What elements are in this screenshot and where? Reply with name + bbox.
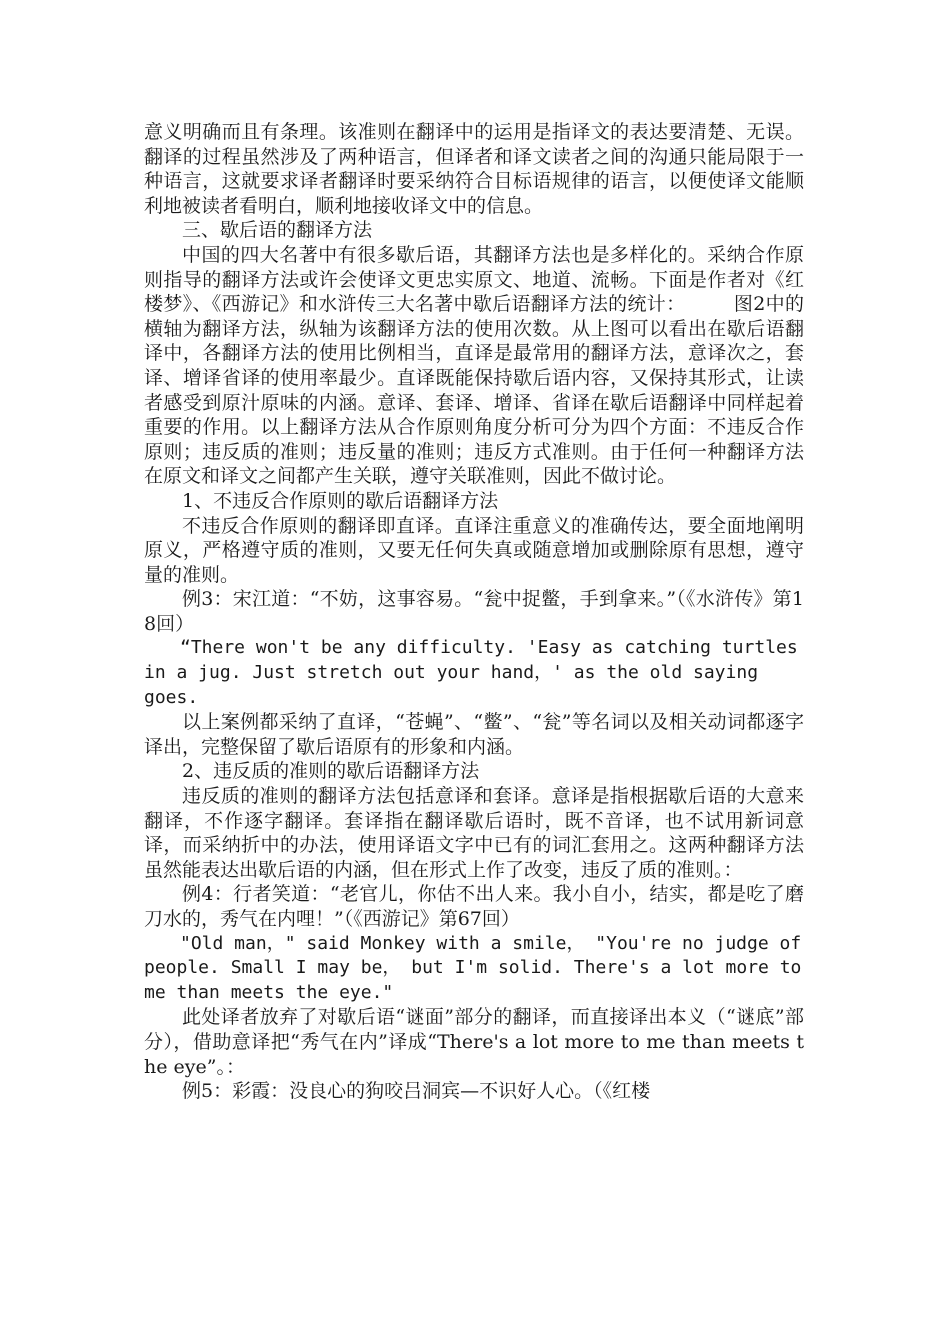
paragraph-literal-translation: 不违反合作原则的翻译即直译。直译注重意义的准确传达，要全面地阐明原义，严格遵守质的准则，又要无任何失真或随意增加或删除原有思想，遵守量的准则。: [144, 514, 804, 586]
paragraph-example-4-analysis: 此处译者放弃了对歇后语“谜面”部分的翻译，而直接译出本义（“谜底”部分），借助意译把“秀气在内”译成“There's a lot more to me than meets the eye”。：: [144, 1006, 804, 1078]
example-5-chinese: 例5：彩霞：没良心的狗咬吕洞宾—不识好人心。（《红楼: [182, 1080, 651, 1103]
paragraph-free-translation: 违反质的准则的翻译方法包括意译和套译。意译是指根据歇后语的大意来翻译，不作逐字翻译。套译指在翻译歇后语时，既不音译，也不试用新词意译，而采纳折中的办法，使用译语文字中已有的词汇套用之。这两种翻译方法虽然能表达出歇后语的内涵，但在形式上作了改变，违反了质的准则。：: [144, 785, 804, 881]
section-heading-translation-methods: 三、歇后语的翻译方法: [182, 219, 373, 242]
example-4-chinese: 例4：行者笑道：“老官儿，你估不出人来。我小自小，结实，都是吃了磨刀水的，秀气在内哩！”（《西游记》第67回）: [144, 883, 804, 930]
example-3-english: “There won't be any difficulty. 'Easy as catching turtles in a jug. Just stretch out your hand，' as the old saying goes.: [144, 637, 798, 708]
subheading-no-violation: 1、不违反合作原则的歇后语翻译方法: [182, 489, 499, 512]
example-3-chinese: 例3：宋江道：“不妨，这事容易。“瓮中捉鳖，手到拿来。”（《水浒传》第18回）: [144, 588, 804, 635]
paragraph-method-statistics: 中国的四大名著中有很多歇后语，其翻译方法也是多样化的。采纳合作原则指导的翻译方法或许会使译文更忠实原文、地道、流畅。下面是作者对《红楼梦》、《西游记》和水浒传三大名著中歇后语翻译方法的统计： 图2中的横轴为翻译方法，纵轴为该翻译方法的使用次数。从上图可以看出在歇后语翻译中，各翻译方法的使用比例相当，直译是最常用的翻译方法，意译次之，套译、增译省译的使用率最少。直译既能保持歇后语内容，又保持其形式，让读者感受到原汁原味的内涵。意译、套译、增译、省译在歇后语翻译中同样起着重要的作用。以上翻译方法从合作原则角度分析可分为四个方面：不违反合作原则；违反质的准则；违反量的准则；违反方式准则。由于任何一种翻译方法在原文和译文之间都产生关联，遵守关联准则，因此不做讨论。: [144, 243, 804, 488]
document-page: [144, 120, 804, 1104]
paragraph-example-3-analysis: 以上案例都采纳了直译，“苍蝇”、“鳖”、“瓮”等名词以及相关动词都逐字译出，完整保留了歇后语原有的形象和内涵。: [144, 711, 804, 758]
example-4-english: "Old man，" said Monkey with a smile， "You're no judge of people. Small I may be， but I'm solid. There's a lot more to me than meets the eye.": [144, 932, 802, 1003]
subheading-quality-maxim: 2、违反质的准则的歇后语翻译方法: [182, 760, 480, 783]
paragraph-clarity-maxim: 意义明确而且有条理。该准则在翻译中的运用是指译文的表达要清楚、无误。翻译的过程虽然涉及了两种语言，但译者和译文读者之间的沟通只能局限于一种语言，这就要求译者翻译时要采纳符合目标语规律的语言，以便使译文能顺利地被读者看明白，顺利地接收译文中的信息。: [144, 121, 804, 217]
